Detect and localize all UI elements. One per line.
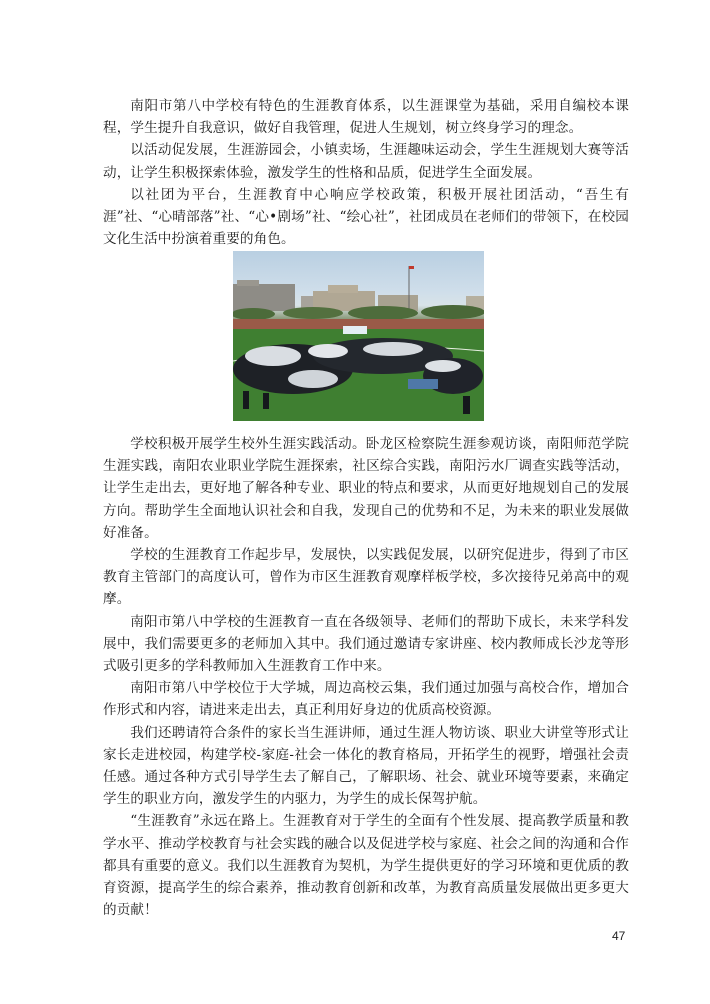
paragraph: “生涯教育”永远在路上。生涯教育对于学生的全面有个性发展、提高教学质量和教学水平、推动学校教育与社会实践的融合以及促进学校与家庭、社会之间的沟通和合作都具有重要的意义。我们以生涯教育为契机，为学生提供更好的学习环境和更优质的教育资源，提高学生的综合素养，推动教育创新和改革，为教育高质量发展做出更多更大的贡献！: [103, 813, 629, 919]
school-activity-photo: [233, 251, 484, 421]
paragraph: 我们还聘请符合条件的家长当生涯讲师，通过生涯人物访谈、职业大讲堂等形式让家长走进校园，构建学校-家庭-社会一体化的教育格局，开拓学生的视野，增强社会责任感。通过各种方式引导学生去了解自己，了解职场、社会、就业环境等要素，来确定学生的职业方向，激发学生的内驱力，为学生的成长保驾护航。: [103, 724, 629, 808]
paragraph: 南阳市第八中学校有特色的生涯教育体系，以生涯课堂为基础，采用自编校本课程，学生提升自我意识，做好自我管理，促进人生规划，树立终身学习的理念。: [103, 98, 629, 137]
paragraph: 以社团为平台，生涯教育中心响应学校政策，积极开展社团活动，“吾生有涯”社、“心晴部落”社、“心•剧场”社、“绘心社”，社团成员在老师们的带领下，在校园文化生活中扮演着重要的角色。: [103, 186, 629, 248]
photo-illustration: [233, 251, 484, 421]
paragraph: 以活动促发展，生涯游园会，小镇卖场，生涯趣味运动会，学生生涯规划大赛等活动，让学生积极探索体验，激发学生的性格和品质，促进学生全面发展。: [103, 142, 629, 181]
paragraph: 学校的生涯教育工作起步早，发展快，以实践促发展，以研究促进步，得到了市区教育主管部门的高度认可，曾作为市区生涯教育观摩样板学校，多次接待兄弟高中的观摩。: [103, 547, 629, 608]
paragraph: 南阳市第八中学校位于大学城，周边高校云集，我们通过加强与高校合作，增加合作形式和内容，请进来走出去，真正利用好身边的优质高校资源。: [103, 680, 629, 719]
page-number: 47: [612, 929, 626, 943]
paragraph: 学校积极开展学生校外生涯实践活动。卧龙区检察院生涯参观访谈，南阳师范学院生涯实践，南阳农业职业学院生涯探索，社区综合实践，南阳污水厂调查实践等活动，让学生走出去，更好地了解各种专业、职业的特点和要求，从而更好地规划自己的发展方向。帮助学生全面地认识社会和自我，发现自己的优势和不足，为未来的职业发展做好准备。: [103, 436, 629, 541]
bottom-text-block: [103, 433, 629, 921]
top-text-block: [103, 95, 629, 250]
paragraph: 南阳市第八中学校的生涯教育一直在各级领导、老师们的帮助下成长，未来学科发展中，我们需要更多的老师加入其中。我们通过邀请专家讲座、校内教师成长沙龙等形式吸引更多的学科教师加入生涯教育工作中来。: [103, 613, 629, 675]
